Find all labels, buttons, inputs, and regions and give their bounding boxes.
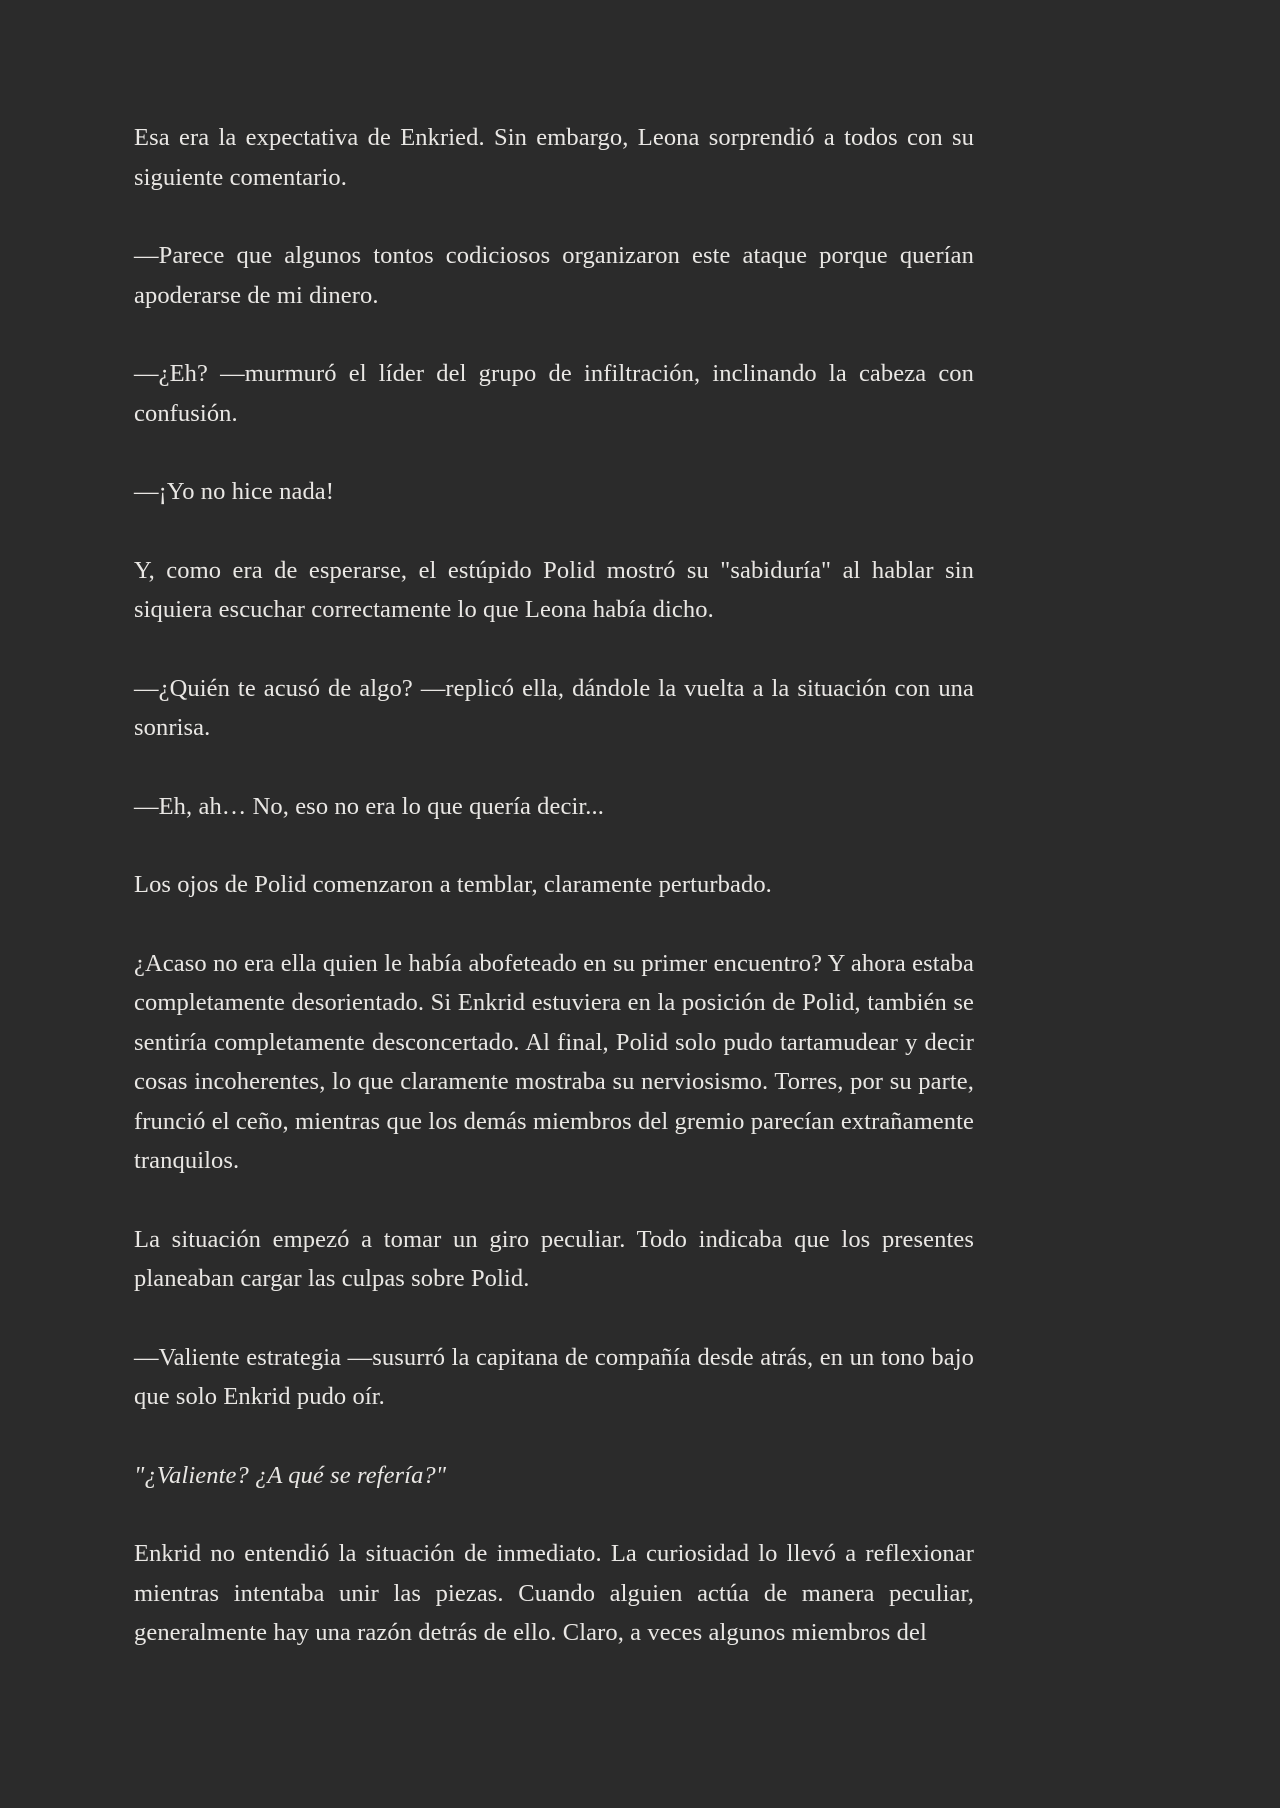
paragraph-4: —¡Yo no hice nada! [134, 478, 335, 505]
paragraph-8: Los ojos de Polid comenzaron a temblar, claramente perturbado. [134, 871, 772, 898]
paragraph-1: Esa era la expectativa de Enkried. Sin embargo, Leona sorprendió a todos con su siguiente comentario. [134, 124, 974, 191]
paragraph-12-inner-thought: "¿Valiente? ¿A qué se refería?" [134, 1461, 447, 1489]
paragraph-11: —Valiente estrategia —susurró la capitana de compañía desde atrás, en un tono bajo que solo Enkrid pudo oír. [134, 1343, 974, 1410]
paragraph-7: —Eh, ah… No, eso no era lo que quería decir... [134, 792, 604, 820]
paragraph-5: Y, como era de esperarse, el estúpido Polid mostró su "sabiduría" al hablar sin siquiera escuchar correctamente lo que Leona había dicho. [134, 556, 974, 623]
chapter-text-body [134, 118, 974, 1653]
paragraph-10: La situación empezó a tomar un giro peculiar. Todo indicaba que los presentes planeaban cargar las culpas sobre Polid. [134, 1225, 974, 1292]
paragraph-13: Enkrid no entendió la situación de inmediato. La curiosidad lo llevó a reflexionar mientras intentaba unir las piezas. Cuando alguien actúa de manera peculiar, generalmente hay una razón detrás de ello. Claro, a veces algunos miembros del [134, 1540, 974, 1646]
paragraph-9: ¿Acaso no era ella quien le había abofeteado en su primer encuentro? Y ahora estaba completamente desorientado. Si Enkrid estuviera en la posición de Polid, también se sentiría completamente desconcertado. Al final, Polid solo pudo tartamudear y decir cosas incoherentes, lo que claramente mostraba su nerviosismo. Torres, por su parte, frunció el ceño, mientras que los demás miembros del gremio parecían extrañamente tranquilos. [134, 949, 974, 1174]
paragraph-2: —Parece que algunos tontos codiciosos organizaron este ataque porque querían apoderarse de mi dinero. [134, 242, 974, 309]
paragraph-3: —¿Eh? —murmuró el líder del grupo de infiltración, inclinando la cabeza con confusión. [134, 360, 974, 427]
paragraph-6: —¿Quién te acusó de algo? —replicó ella, dándole la vuelta a la situación con una sonrisa. [134, 674, 974, 741]
